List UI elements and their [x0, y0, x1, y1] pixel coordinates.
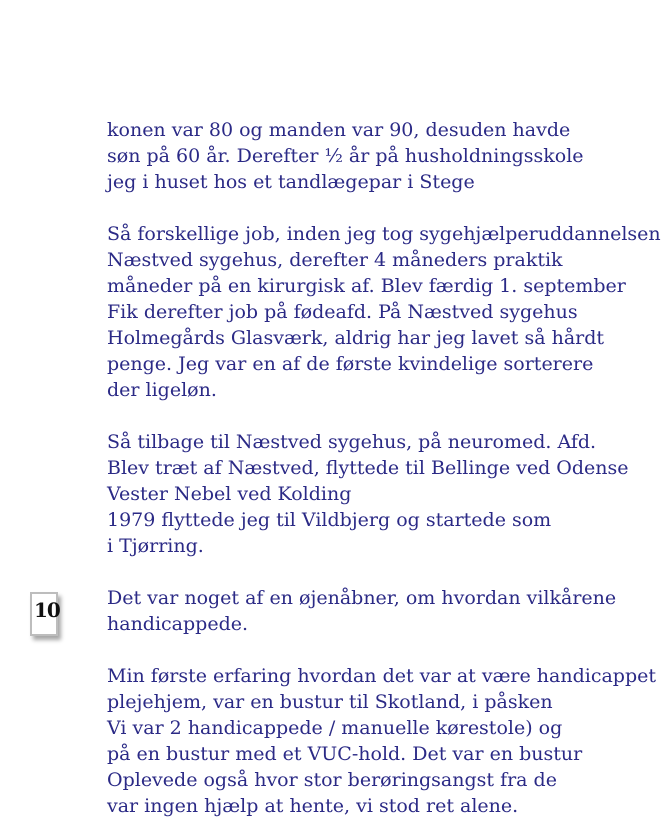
text-line: jeg i huset hos et tandlægepar i Stege: [107, 171, 475, 193]
text-line: plejehjem, var en bustur til Skotland, i påsken: [107, 691, 553, 713]
text-line: måneder på en kirurgisk af. Blev færdig 1. september: [107, 275, 626, 297]
text-line: Vester Nebel ved Kolding: [107, 483, 352, 505]
text-line: Blev træt af Næstved, flyttede til Bellinge ved Odense: [107, 457, 629, 479]
page-number-box: [30, 592, 58, 636]
paragraph-gap: [107, 403, 565, 429]
paragraph-gap: [107, 559, 565, 585]
body-text: [107, 117, 661, 819]
text-line: handicappede.: [107, 613, 249, 635]
text-line: Oplevede også hvor stor berøringsangst fra de: [107, 769, 557, 791]
text-line: Næstved sygehus, derefter 4 måneders praktik: [107, 249, 563, 271]
text-line: på en bustur med et VUC-hold. Det var en bustur: [107, 743, 583, 765]
text-line: der ligeløn.: [107, 379, 217, 401]
page-number: 10: [34, 598, 60, 622]
text-line: Min første erfaring hvordan det var at være handicappet: [107, 665, 657, 687]
text-line: penge. Jeg var en af de første kvindelige sorterere: [107, 353, 594, 375]
text-line: i Tjørring.: [107, 535, 204, 557]
text-line: 1979 flyttede jeg til Vildbjerg og startede som: [107, 509, 552, 531]
text-line: Holmegårds Glasværk, aldrig har jeg lavet så hårdt: [107, 327, 605, 349]
text-line: konen var 80 og manden var 90, desuden havde: [107, 119, 571, 141]
paragraph-gap: [107, 195, 565, 221]
paragraph-gap: [107, 637, 565, 663]
text-line: søn på 60 år. Derefter ½ år på husholdningsskole: [107, 145, 584, 167]
text-line: Fik derefter job på fødeafd. På Næstved sygehus: [107, 301, 578, 323]
text-line: Vi var 2 handicappede / manuelle kørestole) og: [107, 717, 563, 739]
text-line: Så forskellige job, inden jeg tog sygehjælperuddannelsen: [107, 223, 661, 245]
text-line: var ingen hjælp at hente, vi stod ret alene.: [107, 795, 519, 817]
text-line: Det var noget af en øjenåbner, om hvordan vilkårene: [107, 587, 617, 609]
text-line: Så tilbage til Næstved sygehus, på neuromed. Afd.: [107, 431, 597, 453]
